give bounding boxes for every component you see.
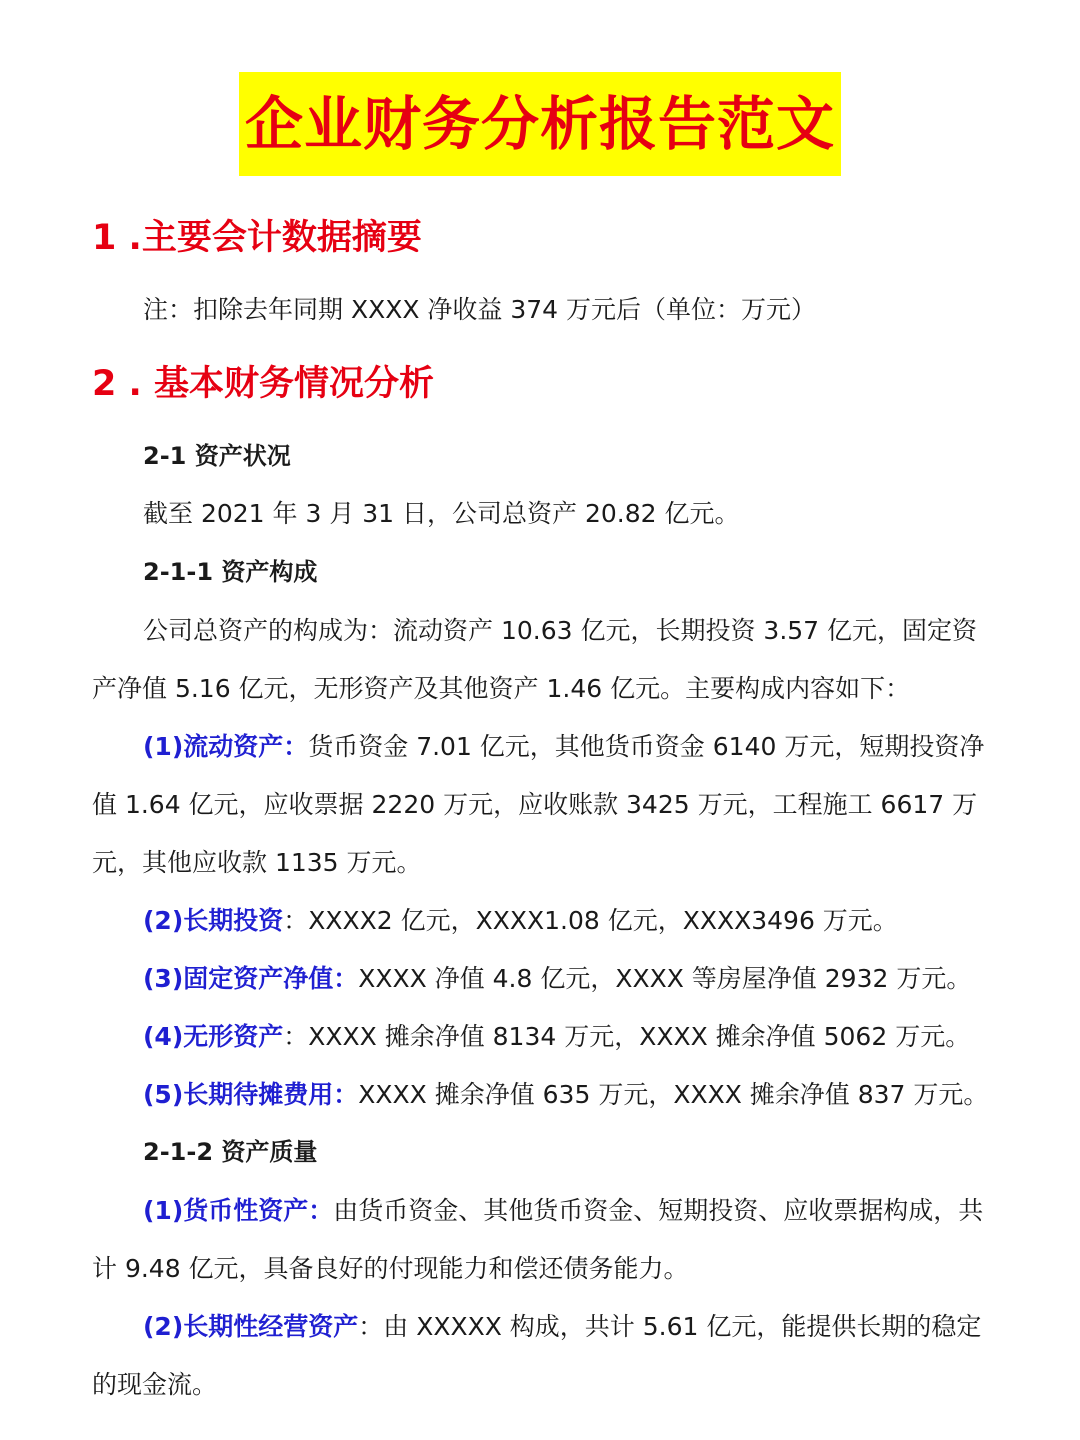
asset-item-long-term-investment xyxy=(92,892,992,950)
section-2-heading: 2 . 基本财务情况分析 xyxy=(92,364,435,404)
section-1-heading: 1 .主要会计数据摘要 xyxy=(92,218,422,258)
asset-item-text: ：XXXX2 亿元，XXXX1.08 亿元，XXXX3496 万元。 xyxy=(283,906,898,935)
asset-item-label: (5)长期待摊费用： xyxy=(143,1080,359,1109)
subsection-2-1-2-heading: 2-1-2 资产质量 xyxy=(143,1138,318,1166)
asset-item-intangible xyxy=(92,1008,992,1066)
quality-item-monetary xyxy=(92,1182,992,1298)
quality-item-text: 由货币资金、其他货币资金、短期投资、应收票据构成，共计 9.48 亿元，具备良好的付现能力和偿还债务能力。 xyxy=(92,1196,984,1283)
asset-item-text: XXXX 摊余净值 635 万元，XXXX 摊余净值 837 万元。 xyxy=(358,1080,989,1109)
section-1-note: 注：扣除去年同期 XXXX 净收益 374 万元后（单位：万元） xyxy=(143,295,817,324)
subsection-2-1-1-heading: 2-1-1 资产构成 xyxy=(143,558,318,586)
asset-item-fixed-assets xyxy=(92,950,992,1008)
title-wrapper xyxy=(0,72,1080,176)
asset-item-text: 货币资金 7.01 亿元，其他货币资金 6140 万元，短期投资净值 1.64 亿元，应收票据 2220 万元，应收账款 3425 万元，工程施工 6617 万元，其他应收款 1135 万元。 xyxy=(92,732,985,877)
quality-item-label: (2)长期性经营资产 xyxy=(143,1312,359,1341)
subsection-2-1-1-intro: 公司总资产的构成为：流动资产 10.63 亿元，长期投资 3.57 亿元，固定资产净值 5.16 亿元，无形资产及其他资产 1.46 亿元。主要构成内容如下： xyxy=(92,616,978,703)
quality-item-label: (1)货币性资产： xyxy=(143,1196,334,1225)
subsection-2-1-text: 截至 2021 年 3 月 31 日，公司总资产 20.82 亿元。 xyxy=(143,499,740,528)
subsection-2-1-heading: 2-1 资产状况 xyxy=(143,442,291,470)
asset-item-deferred-expenses xyxy=(92,1066,992,1124)
asset-item-text: XXXX 净值 4.8 亿元，XXXX 等房屋净值 2932 万元。 xyxy=(358,964,972,993)
asset-item-label: (4)无形资产 xyxy=(143,1022,284,1051)
quality-item-long-term-operating xyxy=(92,1298,992,1414)
asset-item-current xyxy=(92,718,992,892)
asset-item-label: (1)流动资产： xyxy=(143,732,309,761)
asset-item-label: (3)固定资产净值： xyxy=(143,964,359,993)
asset-item-text: ：XXXX 摊余净值 8134 万元，XXXX 摊余净值 5062 万元。 xyxy=(283,1022,971,1051)
asset-item-label: (2)长期投资 xyxy=(143,906,284,935)
document-title: 企业财务分析报告范文 xyxy=(239,72,841,176)
quality-item-text: ：由 XXXXX 构成，共计 5.61 亿元，能提供长期的稳定的现金流。 xyxy=(92,1312,982,1399)
